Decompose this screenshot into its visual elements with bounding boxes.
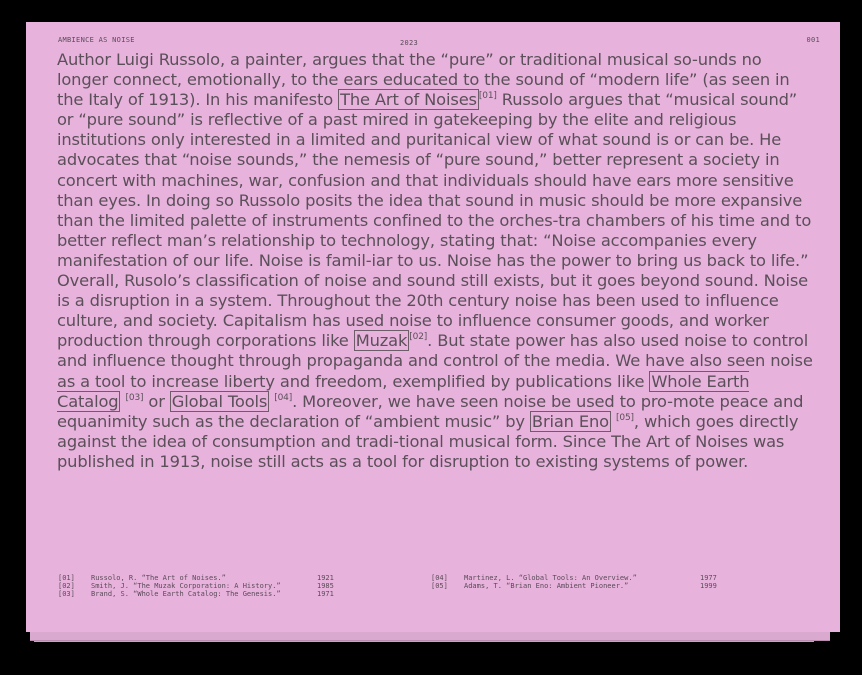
paragraph-2-part-a: Overall, Rusolo’s classification of noise and sound still exists, but it goes beyond sound. Noise is a disruption in a system. Throughout the 20th century noise has been used to influence culture, and society. Capitalism has used noise to influence consumer goods, and worker production through corporations like <box>57 271 809 351</box>
reference-whole-earth-catalog[interactable]: Whole Earth Catalog <box>57 371 750 411</box>
footnote-row <box>58 590 347 598</box>
footnote-citation: Smith, J. “The Muzak Corporation: A History.” <box>91 582 281 590</box>
paragraph-2-part-e: , which goes directly against the idea of consumption and tradi-tional musical form. Since The Art of Noises was published in 1913, noise still acts as a tool for disruption to existing systems of power. <box>57 411 799 471</box>
reference-global-tools[interactable]: Global Tools <box>171 391 268 411</box>
paragraph-2-part-d: . Moreover, we have seen noise be used to pro-mote peace and equanimity such as the declaration of “ambient music” by <box>57 391 804 431</box>
paragraph-2-part-c: or <box>143 391 170 411</box>
footnote-year: 1921 <box>317 574 334 582</box>
header-title: AMBIENCE AS NOISE <box>58 36 135 44</box>
footnote-row <box>431 574 730 582</box>
footnotes-right <box>431 574 730 590</box>
newsprint-page <box>26 22 840 632</box>
ref-marker-05: [05] <box>616 412 634 423</box>
footnote-year: 1999 <box>700 582 717 590</box>
header-year: 2023 <box>400 39 419 47</box>
reference-muzak[interactable]: Muzak <box>355 331 408 351</box>
ref-marker-04: [04] <box>274 392 293 403</box>
footnote-citation: Martinez, L. “Global Tools: An Overview.” <box>464 574 637 582</box>
reference-brian-eno[interactable]: Brian Eno <box>531 411 609 431</box>
ref-marker-03: [03] <box>125 392 144 403</box>
paragraph-1-part-b: Russolo argues that “musical sound” or “pure sound” is reflective of a past mired in gatekeeping by the elite and religious institutions only interested in a limited and puritanical view of what sound is or can be. He advocates that “noise sounds,” the nemesis of “pure sound,” better represent a society in concert with machines, war, confusion and that individuals should have ears more sensitive than eyes. In doing so Russolo posits the idea that sound in music should be more expansive than the limited palette of instruments confined to the orches-tra chambers of his time and to better reflect man’s relationship to technology, stating that: “Noise accompanies every manifestation of our life. Noise is famil-iar to us. Noise has the power to bring us back to life.” <box>57 90 812 270</box>
article-body <box>57 50 817 472</box>
footnote-year: 1985 <box>317 582 334 590</box>
footnote-number: [03] <box>58 590 75 598</box>
footnote-year: 1977 <box>700 574 717 582</box>
paragraph-2-part-b: . But state power has also used noise to control and influence thought through propaganda and control of the media. We have also seen noise as a tool to increase liberty and freedom, exemplified by publications like <box>57 331 813 391</box>
footnote-number: [02] <box>58 582 75 590</box>
page-number: 001 <box>806 36 820 44</box>
footnote-row <box>58 582 347 590</box>
paragraph-1-part-a: Author Luigi Russolo, a painter, argues that the “pure” or traditional musical so-unds no longer connect, emotionally, to the ears educated to the sound of “modern life” (as seen in the Italy of 1913). In his manifesto <box>57 50 790 110</box>
footnote-row <box>431 582 730 590</box>
footnotes-left <box>58 574 347 598</box>
ref-marker-02: [02] <box>409 332 428 343</box>
footnote-number: [05] <box>431 582 448 590</box>
footnote-citation: Adams, T. “Brian Eno: Ambient Pioneer.” <box>464 582 629 590</box>
footnote-citation: Brand, S. “Whole Earth Catalog: The Genesis.” <box>91 590 281 598</box>
footnote-year: 1971 <box>317 590 334 598</box>
footnote-number: [04] <box>431 574 448 582</box>
footnote-citation: Russolo, R. “The Art of Noises.” <box>91 574 226 582</box>
reference-art-of-noises[interactable]: The Art of Noises <box>340 90 477 110</box>
footnote-row <box>58 574 347 582</box>
footnote-number: [01] <box>58 574 75 582</box>
ref-marker-01: [01] <box>478 91 497 102</box>
